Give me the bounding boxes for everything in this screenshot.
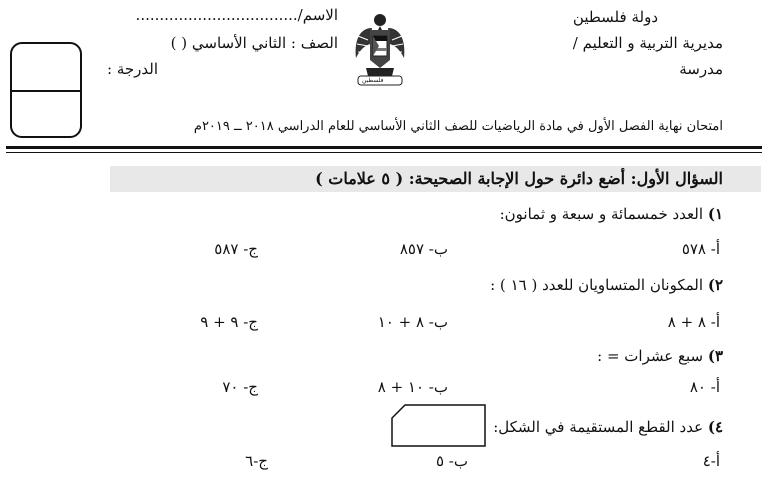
item-1-option-a[interactable]: أ- ٥٧٨	[681, 240, 720, 258]
item-1-option-c[interactable]: ج- ٥٨٧	[214, 240, 258, 258]
item-2-option-a[interactable]: أ- ٨ + ٨	[667, 313, 720, 331]
cut-corner-shape-icon	[391, 404, 487, 452]
item-text: سبع عشرات = :	[597, 347, 704, 365]
emblem-banner-text: فلسطين	[362, 77, 384, 84]
question1-title: السؤال الأول: أضع دائرة حول الإجابة الصحيحة: ( ٥ علامات )	[315, 169, 723, 188]
item-number: ١)	[707, 205, 723, 223]
school-name: مدرسة	[679, 60, 723, 78]
grade-field-label: الدرجة :	[107, 60, 158, 78]
exam-title: امتحان نهاية الفصل الأول في مادة الرياضيات للصف الثاني الأساسي للعام الدراسي ٢٠١٨ ــ ٢٠١٩م	[193, 119, 723, 134]
header-divider-thin	[6, 152, 762, 153]
question-item-2	[490, 276, 723, 294]
item-number: ٢)	[707, 276, 723, 294]
item-3-option-b[interactable]: ب- ١٠ + ٨	[377, 378, 448, 396]
palestine-emblem-icon	[352, 10, 408, 96]
item-text: المكونان المتساويان للعدد ( ١٦ ) :	[490, 276, 704, 294]
item-2-option-b[interactable]: ب- ٨ + ١٠	[377, 313, 448, 331]
grade-box-divider	[12, 90, 80, 92]
item-number: ٣)	[707, 347, 723, 365]
item-3-option-a[interactable]: أ- ٨٠	[689, 378, 720, 396]
item-3-option-c[interactable]: ج- ٧٠	[222, 378, 258, 396]
question-item-1	[500, 205, 723, 223]
item-text: عدد القطع المستقيمة في الشكل:	[493, 418, 704, 436]
grade-box[interactable]	[10, 42, 82, 138]
question-item-3	[597, 347, 723, 365]
item-4-option-c[interactable]: ج-٦	[245, 452, 268, 470]
question-item-4	[493, 418, 723, 436]
item-4-option-b[interactable]: ب- ٥	[435, 452, 468, 470]
item-2-option-c[interactable]: ج- ٩ + ٩	[200, 313, 258, 331]
item-number: ٤)	[707, 418, 723, 436]
header-divider-thick	[6, 146, 762, 149]
state-name: دولة فلسطين	[572, 8, 658, 26]
item-text: العدد خمسمائة و سبعة و ثمانون:	[499, 205, 704, 223]
name-field-label: الاسم/..................................	[135, 6, 338, 24]
class-field-label: الصف : الثاني الأساسي ( )	[170, 34, 338, 52]
directorate-name: مديرية التربية و التعليم /	[572, 34, 723, 52]
item-1-option-b[interactable]: ب- ٨٥٧	[399, 240, 448, 258]
item-4-option-a[interactable]: أ-٤	[702, 452, 720, 470]
